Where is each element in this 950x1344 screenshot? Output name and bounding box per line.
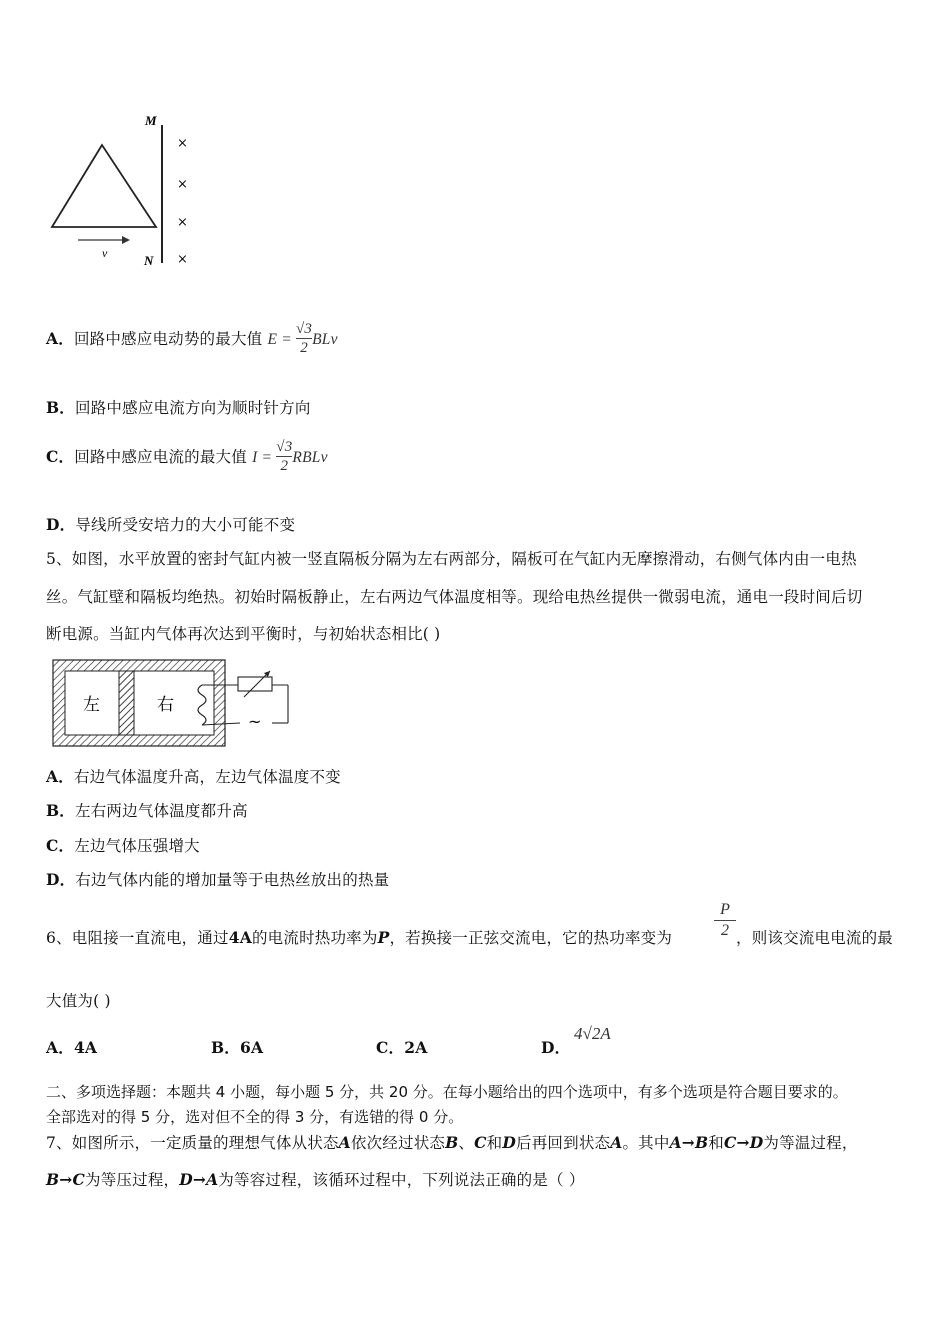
- q6-stem-line-2: 大值为( ): [46, 992, 111, 1010]
- q4-option-d: [46, 513, 295, 535]
- process-cd: C→D: [724, 1133, 764, 1152]
- label-m: M: [145, 113, 157, 128]
- q5-stem-line-3: 断电源。当缸内气体再次达到平衡时，与初始状态相比( ): [46, 625, 441, 643]
- stem-value: 4A: [228, 928, 252, 947]
- stem-text: 的电流时热功率为: [251, 929, 378, 947]
- option-label: A．: [46, 329, 74, 349]
- q6-option-a: [46, 1036, 97, 1058]
- label-v: v: [102, 246, 108, 260]
- stem-text: 为等容过程，该循环过程中，下列说法正确的是（ ）: [218, 1171, 585, 1189]
- stem-var: P: [377, 928, 390, 947]
- q6-stem-line-1: [46, 926, 672, 948]
- q4-option-c: [46, 440, 328, 477]
- q6-stem-tail: ，则该交流电电流的最: [736, 929, 894, 947]
- fraction: [296, 320, 312, 357]
- option-text: 导线所受安培力的大小可能不变: [75, 516, 296, 534]
- option-label: D．: [46, 870, 76, 889]
- option-text: 左边气体压强增大: [74, 837, 200, 855]
- option-label: D．: [46, 515, 76, 534]
- formula-rhs: RBLv: [292, 449, 328, 467]
- q5-option-b: [46, 799, 248, 821]
- q4-option-b: [46, 396, 311, 418]
- stem-text: ，若换接一正弦交流电，它的热功率变为: [389, 929, 673, 947]
- formula-lhs: E =: [267, 331, 292, 349]
- ac-source-symbol: ~: [248, 712, 262, 731]
- q5-stem-line-1: 5、如图，水平放置的密封气缸内被一竖直隔板分隔为左右两部分，隔板可在气缸内无摩擦滑动，右侧气体内由一电热: [46, 550, 857, 568]
- label-left: 左: [83, 695, 100, 715]
- option-text: 回路中感应电动势的最大值: [73, 330, 263, 349]
- state-c: C: [474, 1133, 487, 1152]
- triangle-loop: [52, 145, 156, 227]
- option-text: 4A: [73, 1038, 98, 1057]
- field-mark: ×: [177, 215, 188, 230]
- q5-stem-line-2: 丝。气缸壁和隔板均绝热。初始时隔板静止，左右两边气体温度相等。现给电热丝提供一微弱电流，通电一段时间后切: [46, 588, 863, 606]
- q5-option-c: [46, 834, 200, 856]
- field-mark: ×: [177, 177, 188, 192]
- stem-text: 后再回到状态: [516, 1134, 611, 1152]
- option-label: C．: [46, 447, 75, 467]
- option-label: B．: [211, 1038, 241, 1057]
- rheostat: [238, 677, 272, 691]
- section-2-line-1: 二、多项选择题：本题共 4 小题，每小题 5 分，共 20 分。在每小题给出的四个选项中，有多个选项是符合题目要求的。: [46, 1083, 848, 1101]
- process-ab: A→B: [669, 1133, 709, 1152]
- label-right: 右: [157, 695, 174, 715]
- option-text: 6A: [240, 1038, 264, 1057]
- option-label: B．: [46, 801, 76, 820]
- formula-rhs: BLv: [312, 331, 338, 349]
- q7-stem-line-1: [46, 1131, 858, 1153]
- fraction-num: √3: [295, 321, 313, 337]
- option-label: A．: [46, 767, 74, 786]
- formula-current: [252, 439, 328, 474]
- right-chamber: [134, 671, 214, 735]
- option-label: C．: [46, 836, 75, 855]
- formula-lhs: I =: [252, 449, 273, 467]
- stem-text: 7、如图所示，一定质量的理想气体从状态: [46, 1134, 339, 1152]
- state-d: D: [502, 1133, 517, 1152]
- state-a: A: [338, 1133, 351, 1152]
- option-text: 右边气体内能的增加量等于电热丝放出的热量: [75, 871, 390, 889]
- fraction-num: √3: [276, 439, 293, 455]
- stem-text: 为等温过程，: [763, 1134, 858, 1152]
- fraction-num: P: [720, 901, 730, 918]
- option-label: A．: [46, 1038, 74, 1057]
- fraction-den: 2: [296, 338, 312, 357]
- stem-text: 和: [708, 1134, 724, 1152]
- stem-text: 和: [486, 1134, 503, 1152]
- state-a: A: [610, 1133, 623, 1152]
- q6-option-c: [376, 1036, 427, 1058]
- stem-text: 6、电阻接一直流电，通过: [46, 929, 229, 947]
- option-label: D．: [541, 1038, 571, 1057]
- q6-fraction: [714, 900, 736, 941]
- stem-text: 为等压过程，: [85, 1171, 180, 1189]
- q6-option-d-formula: 4√2A: [574, 1024, 611, 1043]
- option-label: B．: [46, 398, 76, 417]
- process-bc: B→C: [46, 1170, 86, 1189]
- triangle-field-svg: [44, 105, 204, 275]
- q7-stem-line-2: [46, 1168, 585, 1190]
- q4-option-a: [46, 322, 338, 359]
- state-b: B: [445, 1133, 459, 1152]
- partition: [119, 671, 134, 735]
- fraction-den: 2: [714, 920, 736, 941]
- stem-text: 。其中: [622, 1134, 670, 1152]
- option-text: 回路中感应电流方向为顺时针方向: [75, 399, 311, 417]
- option-text: 2A: [404, 1038, 428, 1057]
- label-n: N: [144, 253, 154, 268]
- cylinder-svg: [50, 655, 300, 750]
- field-mark: ×: [177, 252, 188, 267]
- q6-option-b: [211, 1036, 263, 1058]
- stem-text: 、: [458, 1134, 475, 1152]
- process-da: D→A: [179, 1170, 219, 1189]
- figure-cylinder: [50, 655, 300, 750]
- field-mark: ×: [177, 136, 188, 151]
- fraction-den: 2: [276, 456, 292, 475]
- option-label: C．: [376, 1038, 405, 1057]
- velocity-arrowhead: [122, 236, 130, 244]
- option-text: 回路中感应电流的最大值: [74, 448, 247, 467]
- q5-option-a: [46, 765, 341, 787]
- section-2-line-2: 全部选对的得 5 分，选对但不全的得 3 分，有选错的得 0 分。: [46, 1108, 464, 1126]
- fraction: [276, 438, 292, 475]
- figure-triangle-field: [44, 105, 204, 275]
- option-text: 右边气体温度升高，左边气体温度不变: [73, 768, 341, 786]
- q5-option-d: [46, 868, 389, 890]
- option-text: 左右两边气体温度都升高: [75, 802, 248, 820]
- stem-text: 依次经过状态: [350, 1134, 446, 1152]
- formula-emf: [267, 321, 338, 356]
- q6-option-d: [541, 1036, 570, 1058]
